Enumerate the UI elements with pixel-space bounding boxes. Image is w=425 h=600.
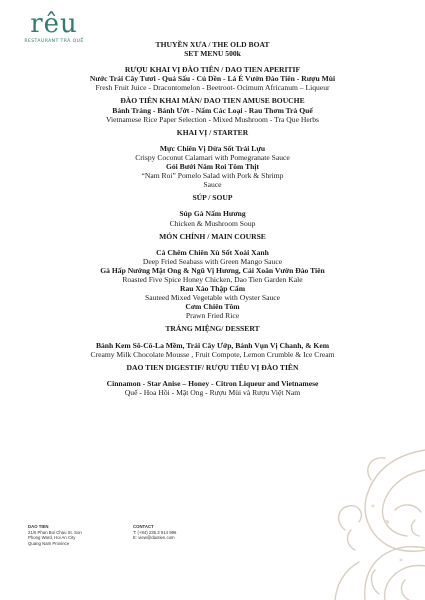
footer-contact-name: CONTACT — [133, 524, 154, 529]
main-dish1-vn: Cá Chẽm Chiên Xù Sốt Xoài Xanh — [156, 247, 269, 257]
footer-contact-phone: T: (+84) 235.3 914 996 — [133, 529, 177, 535]
main-dish3-vn: Rau Xào Thập Cẩm — [179, 284, 246, 294]
dessert-en: Creamy Milk Chocolate Mousse , Fruit Compote, Lemon Crumble & Ice Cream — [90, 349, 335, 359]
aperitif-vn: Nước Trái Cây Tươi - Quả Sấu - Củ Dền - Lá É Vườn Đào Tiên - Rượu Mùi — [89, 74, 336, 84]
footer-address-name: DAO TIEN — [28, 524, 49, 529]
aperitif-heading: RƯỢU KHAI VỊ ĐÀO TIÊN / DAO TIEN APERITIF — [124, 65, 301, 75]
soup-dish-vn: Súp Gà Nấm Hương — [179, 209, 246, 219]
starter-dish1-en: Crispy Coconut Calamari with Pomegranate Sauce — [135, 152, 290, 162]
amuse-heading: ĐÀO TIÊN KHAI MÀN/ DAO TIEN AMUSE BOUCHE — [120, 96, 305, 106]
soup-dish-en: Chicken & Mushroom Soup — [169, 218, 256, 228]
dessert-vn: Bánh Kem Sô-Cô-La Mềm, Trái Cây Ướp, Bánh Vụn Vị Chanh, & Kem — [95, 340, 330, 350]
footer-contact-email: E: view@daotien.com — [133, 535, 175, 541]
amuse-en: Vietnamese Rice Paper Selection - Mixed Mushroom - Tra Que Herbs — [106, 114, 319, 124]
starter-dish2-en-1: “Nam Roi” Pomelo Salad with Pork & Shrimp — [141, 171, 284, 181]
restaurant-logo — [22, 10, 86, 44]
menu-set-name: SET MENU 500k — [184, 49, 241, 59]
logo-mark: rêu — [30, 9, 78, 39]
main-dish1-en: Deep Fried Seabass with Green Mango Sauce — [142, 256, 283, 266]
digestif-vn: Quế - Hoa Hồi - Mật Ong - Rượu Mùi và Rượu Việt Nam — [124, 387, 301, 397]
footer-address-line3: Quang Nam Province — [28, 540, 70, 546]
amuse-vn: Bánh Tráng - Bánh Ướt - Nấm Các Loại - Rau Thơm Trà Quế — [112, 105, 313, 115]
dragon-ornament-icon — [275, 410, 425, 600]
digestif-heading: DAO TIEN DIGESTIF/ RƯỢU TIÊU VỊ ĐÀO TIÊN — [126, 362, 299, 372]
footer-address-line2: Phong Ward, Hoi An City — [28, 535, 76, 541]
dessert-heading: TRÁNG MIỆNG/ DESSERT — [165, 324, 260, 334]
menu-title: THUYỀN XƯA / THE OLD BOAT — [155, 40, 270, 49]
main-dish4-vn: Cơm Chiên Tôm — [185, 302, 240, 312]
aperitif-en: Fresh Fruit Juice - Dracontomelon - Beetroot- Ocimum Africanum – Liqueur — [95, 83, 330, 93]
main-dish2-vn: Gà Hấp Nướng Mật Ong & Ngũ Vị Hương, Cải Xoăn Vườn Đào Tiên — [100, 265, 325, 275]
footer-address-line1: 21/5 Phan Boi Chau St. Son — [28, 529, 82, 535]
main-dish4-en: Prawn Fried Rice — [185, 311, 240, 321]
main-heading: MÓN CHÍNH / MAIN COURSE — [159, 231, 266, 241]
set-menu — [0, 40, 425, 397]
starter-dish2-vn: Gỏi Bưởi Năm Roi Tôm Thịt — [165, 162, 260, 172]
footer-address — [28, 524, 82, 546]
main-dish2-en: Roasted Five Spice Honey Chicken, Dao Tien Garden Kale — [122, 274, 303, 284]
soup-heading: SÚP / SOUP — [192, 193, 233, 203]
logo-subtitle: RESTAURANT TRÀ QUẾ — [24, 39, 84, 44]
main-dish3-en: Sauteed Mixed Vegetable with Oyster Sauce — [144, 293, 281, 303]
starter-dish1-vn: Mực Chiên Vị Dừa Sốt Trái Lựu — [159, 143, 266, 153]
starter-dish2-en-2: Sauce — [203, 180, 222, 190]
starter-heading: KHAI VỊ / STARTER — [176, 127, 249, 137]
digestif-en: Cinnamon - Star Anise – Honey - Citron Liqueur and Vietnamese — [106, 378, 319, 388]
footer-contact — [133, 524, 176, 541]
